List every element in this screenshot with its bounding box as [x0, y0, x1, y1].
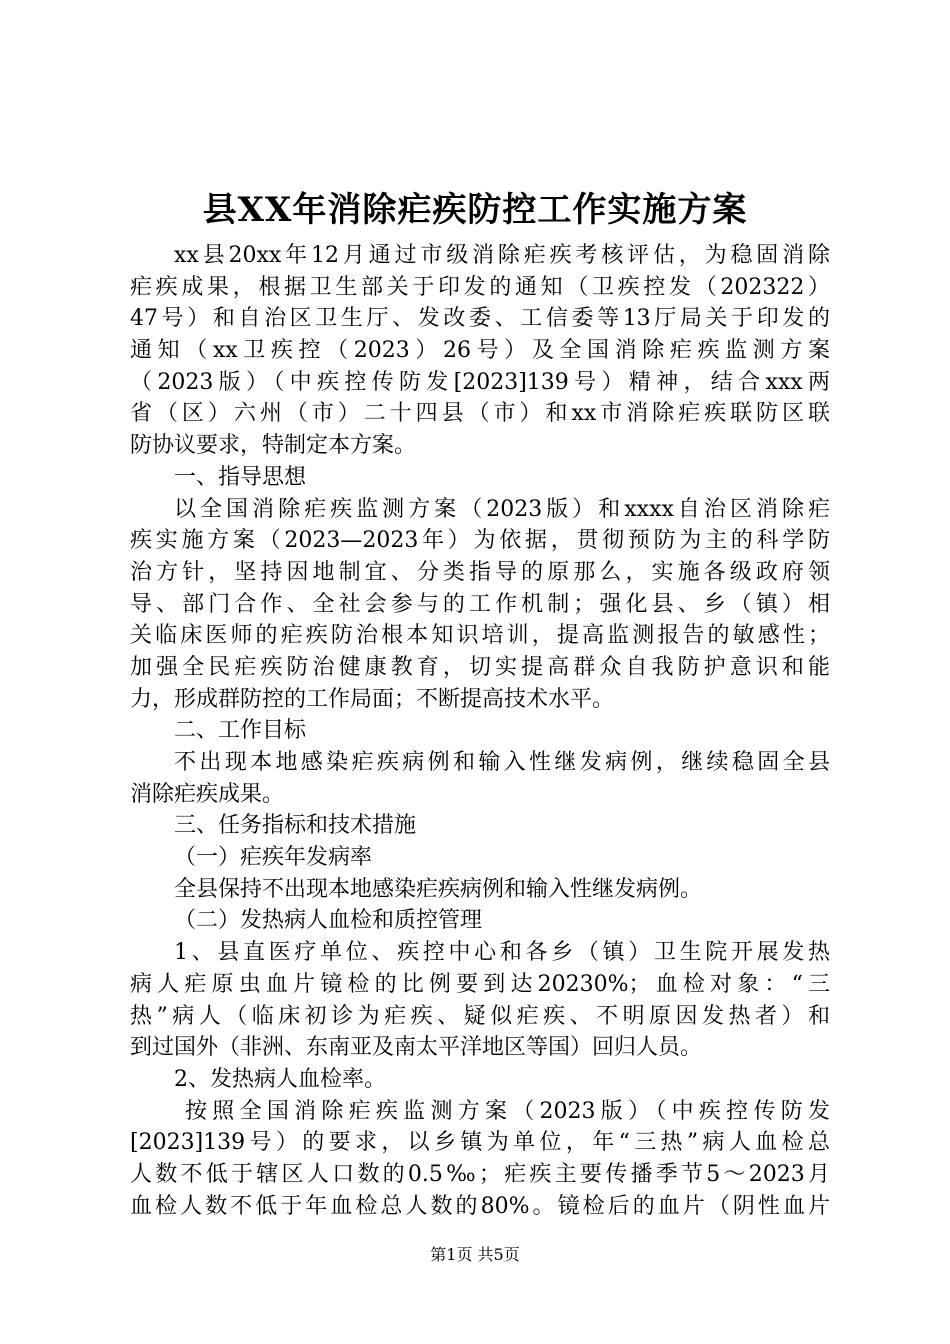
paragraph-line: 人数不低于辖区人口数的0.5‰；疟疾主要传播季节5～2023月 — [130, 1161, 830, 1187]
paragraph-line: 全县保持不出现本地感染疟疾病例和输入性继发病例。 — [174, 876, 703, 902]
subsection-heading: （一）疟疾年发病率 — [174, 845, 373, 871]
paragraph-line: 以全国消除疟疾监测方案（2023版）和xxxx自治区消除疟 — [174, 496, 830, 522]
paragraph-line: 防协议要求，特制定本方案。 — [130, 433, 417, 459]
paragraph-line: xx县20xx年12月通过市级消除疟疾考核评估，为稳固消除 — [174, 243, 830, 268]
page-number-footer: 第1页 共5页 — [430, 1245, 520, 1264]
paragraph-line: 关临床医师的疟疾防治根本知识培训，提高监测报告的敏感性； — [130, 623, 830, 649]
paragraph-line: 热”病人（临床初诊为疟疾、疑似疟疾、不明原因发热者）和 — [130, 1003, 830, 1029]
paragraph-line: 力，形成群防控的工作局面；不断提高技术水平。 — [130, 686, 615, 712]
document-title: 县XX年消除疟疾防控工作实施方案 — [202, 190, 748, 230]
paragraph-line: 1、县直医疗单位、疾控中心和各乡（镇）卫生院开展发热 — [174, 940, 830, 966]
paragraph-line: 治方针，坚持因地制宜、分类指导的原那么，实施各级政府领 — [130, 559, 830, 585]
subsection-heading: （二）发热病人血检和质控管理 — [174, 908, 483, 934]
paragraph-line: 47号）和自治区卫生厅、发改委、工信委等13厅局关于印发的 — [130, 306, 830, 332]
paragraph-line: 疾实施方案（2023—2023年）为依据，贯彻预防为主的科学防 — [130, 528, 830, 554]
paragraph-line: （2023版）（中疾控传防发[2023]139号）精神，结合xxx两 — [130, 369, 830, 395]
section-heading: 一、指导思想 — [174, 464, 307, 490]
section-heading: 二、工作目标 — [174, 718, 307, 744]
paragraph-line: 2、发热病人血检率。 — [174, 1066, 386, 1092]
paragraph-line: 血检人数不低于年血检总人数的80%。镜检后的血片（阴性血片 — [130, 1193, 830, 1219]
section-heading: 三、任务指标和技术措施 — [174, 813, 417, 839]
paragraph-line: 按照全国消除疟疾监测方案（2023版）（中疾控传防发 — [185, 1098, 830, 1124]
paragraph-line: 导、部门合作、全社会参与的工作机制；强化县、乡（镇）相 — [130, 591, 830, 617]
paragraph-line: 省（区）六州（市）二十四县（市）和xx市消除疟疾联防区联 — [130, 401, 830, 427]
paragraph-line: 通知（xx卫疾控（2023）26号）及全国消除疟疾监测方案 — [130, 338, 830, 364]
document-body — [130, 240, 830, 1222]
paragraph-line: 消除疟疾成果。 — [130, 781, 285, 807]
paragraph-line: 疟疾成果，根据卫生部关于印发的通知（卫疾控发（202322） — [130, 274, 830, 300]
paragraph-line: 病人疟原虫血片镜检的比例要到达20230%；血检对象：“三 — [130, 971, 830, 997]
paragraph-line: 加强全民疟疾防治健康教育，切实提高群众自我防护意识和能 — [130, 654, 830, 680]
paragraph-line: 到过国外（非洲、东南亚及南太平洋地区等国）回归人员。 — [130, 1035, 703, 1061]
paragraph-line: 不出现本地感染疟疾病例和输入性继发病例，继续稳固全县 — [174, 750, 830, 775]
paragraph-line: [2023]139号）的要求，以乡镇为单位，年“三热”病人血检总 — [130, 1130, 830, 1156]
